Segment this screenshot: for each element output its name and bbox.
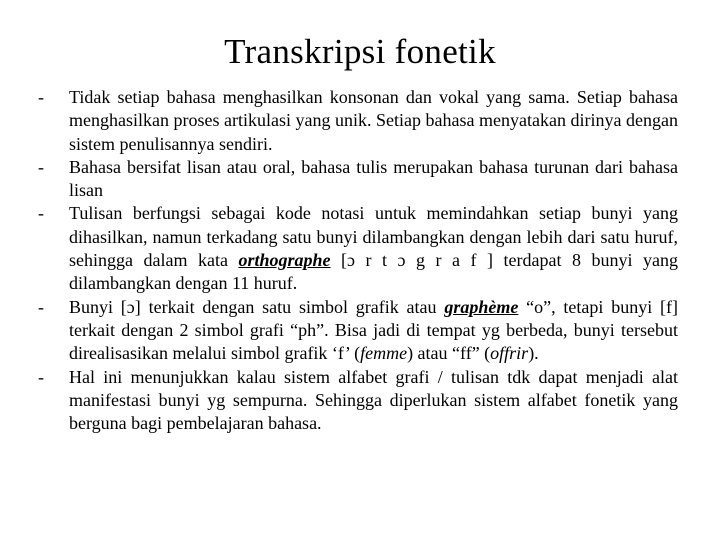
bullet-marker: -	[38, 156, 44, 177]
emphasis-term: orthographe	[238, 250, 331, 271]
bullet-text: Bunyi [ɔ] terkait dengan satu simbol grafik atau	[69, 296, 445, 317]
bullet-item	[38, 366, 678, 436]
bullet-text: Tulisan berfungsi sebagai kode notasi untuk memindahkan setiap bunyi yang dihasilkan, namun terkadang satu bunyi dilambangkan dengan lebih dari satu huruf, sehingga dalam kata	[69, 203, 678, 271]
bullet-item	[38, 156, 678, 203]
bullet-text: “o”, tetapi bunyi [f] terkait dengan 2 simbol grafi “ph”. Bisa jadi di tempat yg berbeda, bunyi tersebut direalisasikan melalui simbol grafik ‘f’ (	[69, 296, 678, 364]
bullet-text: ).	[528, 343, 539, 364]
slide-title: Transkripsi fonetik	[224, 32, 496, 71]
bullet-marker: -	[38, 366, 44, 387]
bullet-marker: -	[38, 296, 44, 317]
bullet-text: ) atau “ff” (	[407, 343, 491, 364]
bullet-text: [ɔ r t ɔ g r a f ] terdapat 8 bunyi yang dilambangkan dengan 11 huruf.	[69, 250, 678, 294]
emphasis-term: graphème	[444, 296, 519, 317]
italic-term: femme	[360, 343, 408, 364]
bullet-marker: -	[38, 87, 44, 107]
bullet-text: Tidak setiap bahasa menghasilkan konsonan dan vokal yang sama. Setiap bahasa menghasilkan proses artikulasi yang unik. Setiap bahasa menyatakan dirinya dengan sistem penulisannya sendiri.	[69, 87, 678, 154]
bullet-item	[38, 296, 678, 366]
italic-term: offrir	[490, 343, 529, 364]
bullet-list	[38, 86, 678, 435]
bullet-item	[38, 86, 678, 156]
bullet-item	[38, 202, 678, 295]
bullet-text: Bahasa bersifat lisan atau oral, bahasa tulis merupakan bahasa turunan dari bahasa lisan	[69, 156, 678, 201]
bullet-marker: -	[38, 203, 44, 224]
bullet-text: Hal ini menunjukkan kalau sistem alfabet grafi / tulisan tdk dapat menjadi alat manifestasi bunyi yg sempurna. Sehingga diperlukan sistem alfabet fonetik yang berguna bagi pembelajaran bahasa.	[69, 366, 678, 434]
